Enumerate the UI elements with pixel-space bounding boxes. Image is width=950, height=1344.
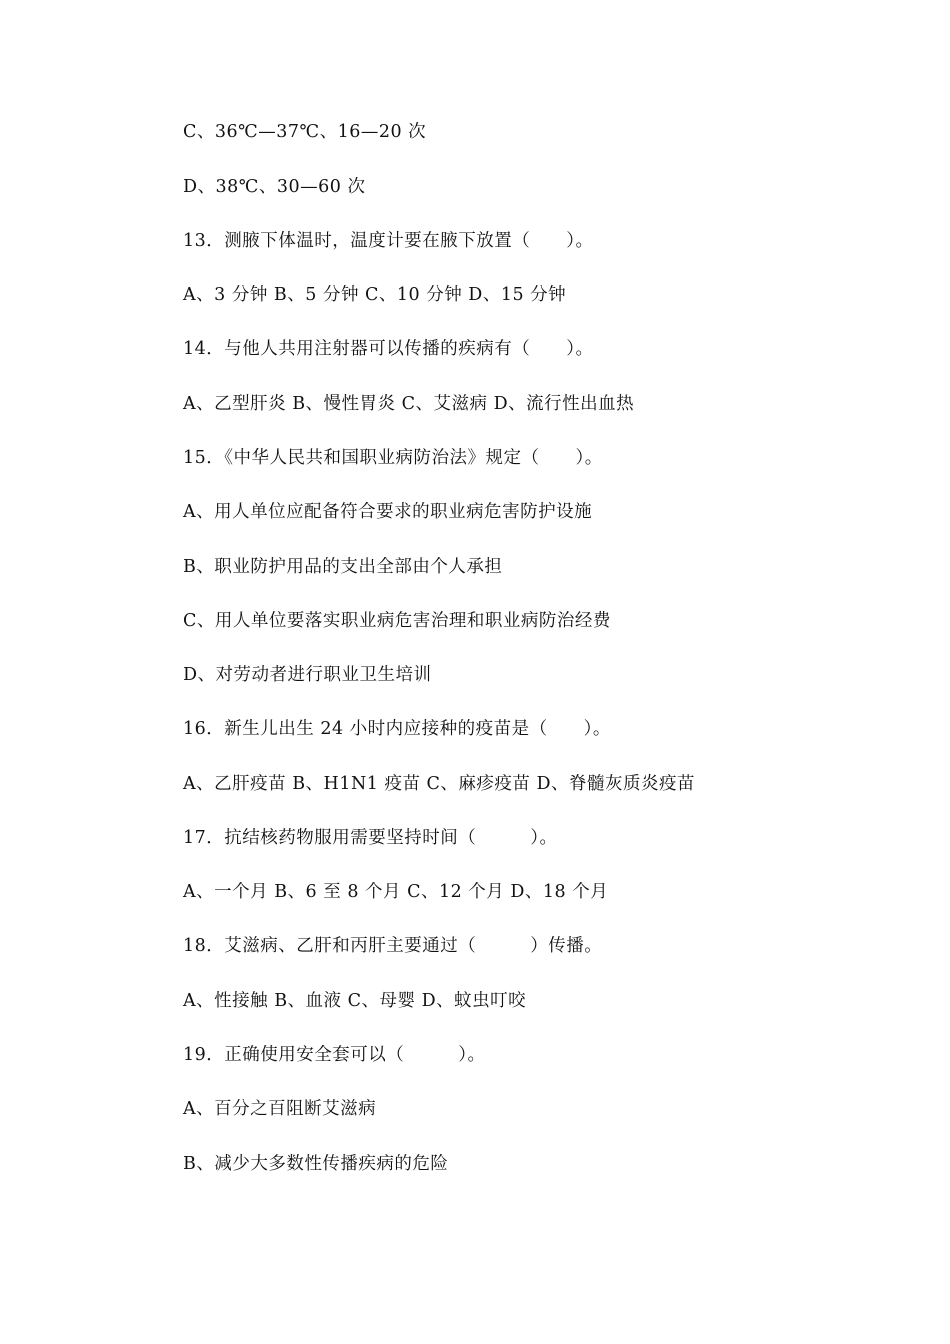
option-line: A、用人单位应配备符合要求的职业病危害防护设施: [183, 502, 593, 522]
option-line: D、38℃、30—60 次: [183, 177, 366, 197]
question-line: 14．与他人共用注射器可以传播的疾病有（ ）。: [183, 339, 594, 359]
option-line: A、乙型肝炎 B、慢性胃炎 C、艾滋病 D、流行性出血热: [183, 394, 635, 414]
option-line: B、职业防护用品的支出全部由个人承担: [183, 557, 503, 577]
option-line: C、用人单位要落实职业病危害治理和职业病防治经费: [183, 611, 611, 631]
question-line: 15．《中华人民共和国职业病防治法》规定（ ）。: [183, 448, 603, 468]
question-line: 18．艾滋病、乙肝和丙肝主要通过（ ）传播。: [183, 936, 603, 956]
option-line: A、3 分钟 B、5 分钟 C、10 分钟 D、15 分钟: [183, 285, 567, 305]
question-line: 16．新生儿出生 24 小时内应接种的疫苗是（ ）。: [183, 719, 611, 739]
question-line: 19．正确使用安全套可以（ ）。: [183, 1045, 486, 1065]
question-line: 13．测腋下体温时，温度计要在腋下放置（ ）。: [183, 231, 594, 251]
option-line: A、一个月 B、6 至 8 个月 C、12 个月 D、18 个月: [183, 882, 609, 902]
option-line: A、乙肝疫苗 B、H1N1 疫苗 C、麻疹疫苗 D、脊髓灰质炎疫苗: [183, 774, 696, 794]
option-line: A、性接触 B、血液 C、母婴 D、蚊虫叮咬: [183, 991, 527, 1011]
option-line: D、对劳动者进行职业卫生培训: [183, 665, 432, 685]
option-line: B、减少大多数性传播疾病的危险: [183, 1154, 449, 1174]
question-line: 17．抗结核药物服用需要坚持时间（ ）。: [183, 828, 558, 848]
option-line: A、百分之百阻断艾滋病: [183, 1099, 377, 1119]
option-line: C、36℃—37℃、16—20 次: [183, 122, 427, 142]
